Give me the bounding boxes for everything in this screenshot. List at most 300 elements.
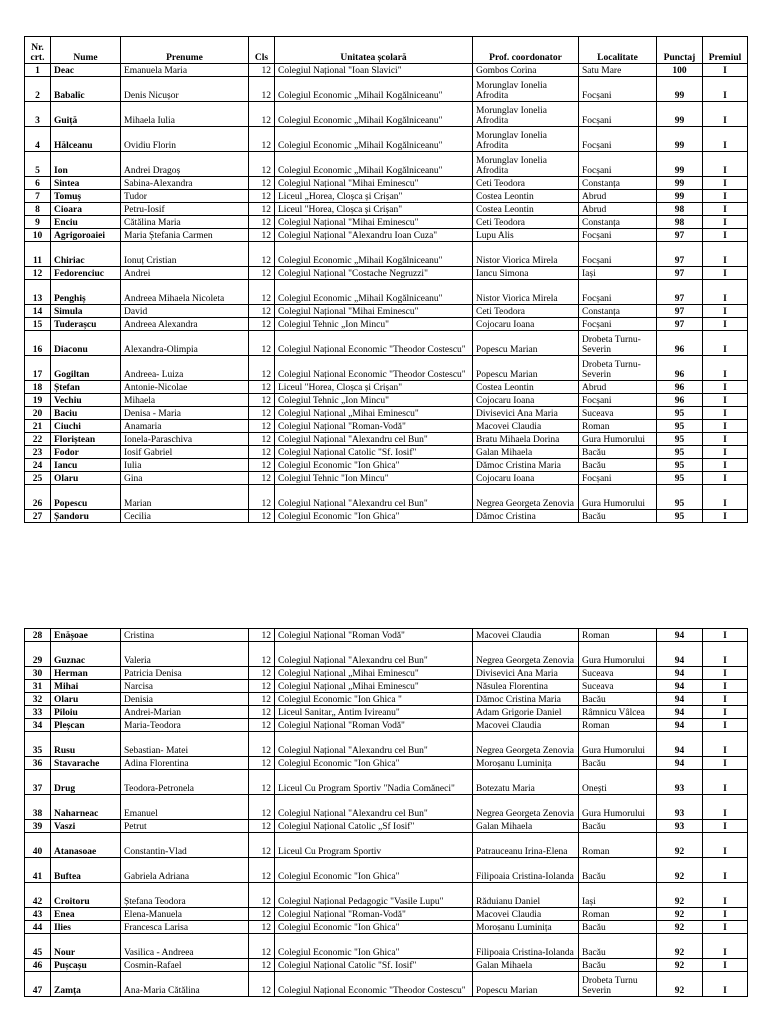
- cell-nume: Ștefan: [51, 381, 121, 394]
- cell-premiul: I: [703, 381, 748, 394]
- cell-punctaj: 95: [657, 510, 703, 523]
- table-row: [25, 203, 748, 216]
- cell-localitate: Roman: [579, 420, 657, 433]
- cell-cls: 12: [249, 472, 275, 485]
- cell-premiul: I: [703, 280, 748, 305]
- cell-punctaj: 97: [657, 267, 703, 280]
- cell-localitate: Bacău: [579, 959, 657, 972]
- header-cls: Cls: [249, 37, 275, 64]
- cell-premiul: I: [703, 934, 748, 959]
- cell-nr: 43: [25, 908, 51, 921]
- cell-prof: Galan Mihaela: [473, 820, 579, 833]
- cell-punctaj: 99: [657, 152, 703, 177]
- cell-prof: Negrea Georgeta Zenovia: [473, 795, 579, 820]
- cell-prof: Popescu Marian: [473, 972, 579, 997]
- table-row: [25, 921, 748, 934]
- cell-nr: 38: [25, 795, 51, 820]
- cell-premiul: I: [703, 732, 748, 757]
- table-row: [25, 407, 748, 420]
- cell-nr: 17: [25, 356, 51, 381]
- cell-cls: 12: [249, 242, 275, 267]
- cell-prenume: Constantin-Vlad: [121, 833, 249, 858]
- cell-nr: 24: [25, 459, 51, 472]
- cell-nume: Vaszi: [51, 820, 121, 833]
- table-row: [25, 629, 748, 642]
- cell-prenume: Gina: [121, 472, 249, 485]
- cell-punctaj: 94: [657, 757, 703, 770]
- cell-cls: 12: [249, 331, 275, 356]
- table-row: [25, 305, 748, 318]
- cell-premiul: I: [703, 190, 748, 203]
- cell-prof: Filipoaia Cristina-Iolanda: [473, 858, 579, 883]
- table-row: [25, 908, 748, 921]
- cell-punctaj: 99: [657, 177, 703, 190]
- cell-unitatea: Colegiul Economic "Ion Ghica": [275, 757, 473, 770]
- cell-cls: 12: [249, 229, 275, 242]
- cell-localitate: Gura Humorului: [579, 642, 657, 667]
- cell-prenume: Andreea- Luiza: [121, 356, 249, 381]
- cell-prof: Cojocaru Ioana: [473, 394, 579, 407]
- cell-unitatea: Liceul Sanitar„ Antim Ivireanu": [275, 706, 473, 719]
- table-row: [25, 127, 748, 152]
- cell-localitate: Roman: [579, 833, 657, 858]
- cell-nume: Baciu: [51, 407, 121, 420]
- cell-unitatea: Colegiul Național Economic "Theodor Costescu": [275, 331, 473, 356]
- cell-nume: Floriștean: [51, 433, 121, 446]
- cell-nr: 32: [25, 693, 51, 706]
- cell-nr: 44: [25, 921, 51, 934]
- cell-prof: Ceti Teodora: [473, 216, 579, 229]
- cell-cls: 12: [249, 203, 275, 216]
- cell-unitatea: Colegiul Național Catolic „Sf Iosif": [275, 820, 473, 833]
- cell-punctaj: 95: [657, 433, 703, 446]
- cell-prof: Năsulea Florentina: [473, 680, 579, 693]
- cell-punctaj: 99: [657, 127, 703, 152]
- cell-localitate: Onești: [579, 770, 657, 795]
- cell-prof: Dămoc Cristina Maria: [473, 693, 579, 706]
- cell-cls: 12: [249, 216, 275, 229]
- cell-prof: Cojocaru Ioana: [473, 318, 579, 331]
- cell-premiul: I: [703, 177, 748, 190]
- cell-prof: Dămoc Cristina: [473, 510, 579, 523]
- cell-nume: Diaconu: [51, 331, 121, 356]
- cell-prof: Nistor Viorica Mirela: [473, 242, 579, 267]
- cell-unitatea: Colegiul Național Economic "Theodor Costescu": [275, 972, 473, 997]
- cell-premiul: I: [703, 629, 748, 642]
- cell-prof: Botezatu Maria: [473, 770, 579, 795]
- cell-cls: 12: [249, 510, 275, 523]
- cell-prof: Negrea Georgeta Zenovia: [473, 732, 579, 757]
- cell-localitate: Drobeta Turnu-Severin: [579, 331, 657, 356]
- cell-localitate: Abrud: [579, 190, 657, 203]
- cell-prenume: Mihaela: [121, 394, 249, 407]
- cell-prenume: Antonie-Nicolae: [121, 381, 249, 394]
- cell-nr: 18: [25, 381, 51, 394]
- table-row: [25, 280, 748, 305]
- cell-nr: 13: [25, 280, 51, 305]
- cell-punctaj: 92: [657, 972, 703, 997]
- table-row: [25, 485, 748, 510]
- cell-prenume: Cosmin-Rafael: [121, 959, 249, 972]
- cell-punctaj: 92: [657, 959, 703, 972]
- cell-localitate: Bacău: [579, 921, 657, 934]
- cell-nume: Hălceanu: [51, 127, 121, 152]
- cell-punctaj: 94: [657, 680, 703, 693]
- cell-nume: Agrigoroaiei: [51, 229, 121, 242]
- cell-unitatea: Colegiul Tehnic "Ion Mincu": [275, 472, 473, 485]
- cell-unitatea: Liceul Cu Program Sportiv "Nadia Comăneci": [275, 770, 473, 795]
- cell-premiul: I: [703, 216, 748, 229]
- cell-prof: Nistor Viorica Mirela: [473, 280, 579, 305]
- table-row: [25, 77, 748, 102]
- cell-prenume: Vasilica - Andreea: [121, 934, 249, 959]
- cell-punctaj: 99: [657, 190, 703, 203]
- cell-cls: 12: [249, 407, 275, 420]
- cell-unitatea: Liceul "Horea, Cloșca și Crișan": [275, 381, 473, 394]
- cell-nume: Atanasoae: [51, 833, 121, 858]
- table-row: [25, 757, 748, 770]
- cell-prenume: Emanuela Maria: [121, 64, 249, 77]
- cell-cls: 12: [249, 757, 275, 770]
- cell-nr: 19: [25, 394, 51, 407]
- cell-unitatea: Colegiul Național „Mihai Eminescu": [275, 667, 473, 680]
- cell-prof: Patrauceanu Irina-Elena: [473, 833, 579, 858]
- cell-punctaj: 95: [657, 459, 703, 472]
- cell-premiul: I: [703, 305, 748, 318]
- cell-cls: 12: [249, 921, 275, 934]
- cell-punctaj: 94: [657, 693, 703, 706]
- cell-punctaj: 98: [657, 203, 703, 216]
- cell-nume: Piloiu: [51, 706, 121, 719]
- cell-prof: Iancu Simona: [473, 267, 579, 280]
- cell-prof: Gombos Corina: [473, 64, 579, 77]
- cell-unitatea: Colegiul Național "Roman-Vodă": [275, 908, 473, 921]
- cell-nr: 1: [25, 64, 51, 77]
- cell-prenume: Gabriela Adriana: [121, 858, 249, 883]
- cell-punctaj: 93: [657, 820, 703, 833]
- cell-nr: 29: [25, 642, 51, 667]
- cell-prof: Lupu Alis: [473, 229, 579, 242]
- cell-localitate: Bacău: [579, 510, 657, 523]
- cell-punctaj: 96: [657, 381, 703, 394]
- table-row: [25, 833, 748, 858]
- cell-nr: 14: [25, 305, 51, 318]
- cell-nr: 36: [25, 757, 51, 770]
- cell-nr: 40: [25, 833, 51, 858]
- cell-prof: Galan Mihaela: [473, 446, 579, 459]
- cell-premiul: I: [703, 331, 748, 356]
- cell-nr: 11: [25, 242, 51, 267]
- table-row: [25, 446, 748, 459]
- cell-premiul: I: [703, 908, 748, 921]
- table-row: [25, 883, 748, 908]
- cell-prof: Popescu Marian: [473, 331, 579, 356]
- cell-prof: Filipoaia Cristina-Iolanda: [473, 934, 579, 959]
- table-row: [25, 433, 748, 446]
- cell-unitatea: Colegiul Economic „Mihail Kogălniceanu": [275, 102, 473, 127]
- cell-localitate: Bacău: [579, 820, 657, 833]
- cell-punctaj: 92: [657, 858, 703, 883]
- cell-unitatea: Liceul "Horea, Cloșca și Crișan": [275, 203, 473, 216]
- table-row: [25, 934, 748, 959]
- table-row: [25, 959, 748, 972]
- cell-localitate: Focșani: [579, 394, 657, 407]
- cell-prenume: Elena-Manuela: [121, 908, 249, 921]
- cell-unitatea: Liceul Cu Program Sportiv: [275, 833, 473, 858]
- table-row: [25, 693, 748, 706]
- cell-cls: 12: [249, 77, 275, 102]
- cell-unitatea: Colegiul Economic „Mihail Kogălniceanu": [275, 242, 473, 267]
- cell-punctaj: 95: [657, 446, 703, 459]
- cell-localitate: Focșani: [579, 242, 657, 267]
- cell-nume: Chiriac: [51, 242, 121, 267]
- cell-localitate: Roman: [579, 719, 657, 732]
- cell-prenume: Marian: [121, 485, 249, 510]
- cell-prof: Divisevici Ana Maria: [473, 407, 579, 420]
- cell-nr: 2: [25, 77, 51, 102]
- cell-nume: Pleșcan: [51, 719, 121, 732]
- cell-unitatea: Colegiul Național "Alexandru cel Bun": [275, 732, 473, 757]
- cell-unitatea: Colegiul Economic „Mihail Kogălniceanu": [275, 280, 473, 305]
- cell-nr: 41: [25, 858, 51, 883]
- cell-premiul: I: [703, 64, 748, 77]
- cell-nr: 27: [25, 510, 51, 523]
- cell-unitatea: Colegiul Tehnic „Ion Mincu": [275, 318, 473, 331]
- cell-unitatea: Colegiul Național „Mihai Eminescu": [275, 680, 473, 693]
- cell-prenume: David: [121, 305, 249, 318]
- cell-cls: 12: [249, 719, 275, 732]
- table-row: [25, 190, 748, 203]
- cell-premiul: I: [703, 356, 748, 381]
- cell-nr: 35: [25, 732, 51, 757]
- cell-nume: Nour: [51, 934, 121, 959]
- cell-prenume: Emanuel: [121, 795, 249, 820]
- cell-unitatea: Colegiul Național "Alexandru cel Bun": [275, 433, 473, 446]
- cell-punctaj: 94: [657, 706, 703, 719]
- cell-premiul: I: [703, 510, 748, 523]
- cell-nume: Buftea: [51, 858, 121, 883]
- header-nume: Nume: [51, 37, 121, 64]
- header-nr: Nr. crt.: [25, 37, 51, 64]
- cell-cls: 12: [249, 642, 275, 667]
- table-row: [25, 972, 748, 997]
- cell-nume: Herman: [51, 667, 121, 680]
- cell-prenume: Ovidiu Florin: [121, 127, 249, 152]
- cell-punctaj: 94: [657, 719, 703, 732]
- cell-nume: Babalîc: [51, 77, 121, 102]
- cell-premiul: I: [703, 267, 748, 280]
- cell-nr: 37: [25, 770, 51, 795]
- cell-localitate: Iași: [579, 267, 657, 280]
- cell-localitate: Focșani: [579, 318, 657, 331]
- cell-unitatea: Colegiul Național "Roman Vodă": [275, 719, 473, 732]
- cell-unitatea: Colegiul Național "Ioan Slavici": [275, 64, 473, 77]
- table-row: [25, 858, 748, 883]
- cell-cls: 12: [249, 356, 275, 381]
- cell-prenume: Sebastian- Matei: [121, 732, 249, 757]
- results-table-2: [24, 628, 748, 997]
- cell-localitate: Bacău: [579, 446, 657, 459]
- cell-localitate: Bacău: [579, 757, 657, 770]
- cell-localitate: Bacău: [579, 693, 657, 706]
- cell-unitatea: Colegiul Național "Alexandru cel Bun": [275, 795, 473, 820]
- cell-nume: Tomuș: [51, 190, 121, 203]
- cell-punctaj: 97: [657, 280, 703, 305]
- cell-nume: Penghiș: [51, 280, 121, 305]
- cell-localitate: Suceava: [579, 667, 657, 680]
- cell-localitate: Constanța: [579, 177, 657, 190]
- cell-premiul: I: [703, 972, 748, 997]
- cell-nume: Enciu: [51, 216, 121, 229]
- cell-prenume: Tudor: [121, 190, 249, 203]
- cell-nume: Șandoru: [51, 510, 121, 523]
- cell-cls: 12: [249, 629, 275, 642]
- cell-prenume: Maria-Teodora: [121, 719, 249, 732]
- cell-punctaj: 95: [657, 485, 703, 510]
- cell-nr: 33: [25, 706, 51, 719]
- cell-cls: 12: [249, 770, 275, 795]
- cell-nume: Ion: [51, 152, 121, 177]
- cell-prenume: Cristina: [121, 629, 249, 642]
- cell-punctaj: 98: [657, 216, 703, 229]
- cell-punctaj: 92: [657, 934, 703, 959]
- cell-nume: Naharneac: [51, 795, 121, 820]
- table-row: [25, 331, 748, 356]
- cell-prenume: Ștefana Teodora: [121, 883, 249, 908]
- cell-nume: Olaru: [51, 472, 121, 485]
- cell-nr: 20: [25, 407, 51, 420]
- cell-punctaj: 93: [657, 795, 703, 820]
- cell-unitatea: Liceul „Horea, Cloșca și Crișan": [275, 190, 473, 203]
- cell-localitate: Constanța: [579, 216, 657, 229]
- cell-localitate: Focșani: [579, 152, 657, 177]
- cell-unitatea: Colegiul Național "Mihai Eminescu": [275, 177, 473, 190]
- cell-prenume: Petrut: [121, 820, 249, 833]
- cell-cls: 12: [249, 680, 275, 693]
- cell-prof: Morunglav Ionelia Afrodita: [473, 127, 579, 152]
- cell-nr: 39: [25, 820, 51, 833]
- cell-unitatea: Colegiul Economic „Mihail Kogălniceanu": [275, 77, 473, 102]
- table-row: [25, 420, 748, 433]
- cell-cls: 12: [249, 795, 275, 820]
- cell-prenume: Narcisa: [121, 680, 249, 693]
- cell-nume: Iancu: [51, 459, 121, 472]
- cell-prof: Costea Leontin: [473, 203, 579, 216]
- cell-localitate: Focșani: [579, 280, 657, 305]
- cell-cls: 12: [249, 420, 275, 433]
- cell-cls: 12: [249, 833, 275, 858]
- table-row: [25, 242, 748, 267]
- cell-cls: 12: [249, 732, 275, 757]
- cell-nr: 12: [25, 267, 51, 280]
- table-row: [25, 642, 748, 667]
- cell-nume: Pușcașu: [51, 959, 121, 972]
- cell-prenume: Alexandra-Olimpia: [121, 331, 249, 356]
- cell-nume: Popescu: [51, 485, 121, 510]
- header-premiul: Premiul: [703, 37, 748, 64]
- cell-cls: 12: [249, 177, 275, 190]
- cell-prenume: Andrei Dragoș: [121, 152, 249, 177]
- cell-prenume: Adina Florentina: [121, 757, 249, 770]
- cell-premiul: I: [703, 420, 748, 433]
- cell-punctaj: 95: [657, 407, 703, 420]
- cell-prenume: Teodora-Petronela: [121, 770, 249, 795]
- cell-prof: Bratu Mihaela Dorina: [473, 433, 579, 446]
- cell-premiul: I: [703, 820, 748, 833]
- cell-punctaj: 97: [657, 229, 703, 242]
- cell-premiul: I: [703, 152, 748, 177]
- cell-cls: 12: [249, 433, 275, 446]
- cell-prof: Costea Leontin: [473, 190, 579, 203]
- cell-nr: 47: [25, 972, 51, 997]
- cell-nr: 15: [25, 318, 51, 331]
- cell-unitatea: Colegiul Național "Alexandru Ioan Cuza": [275, 229, 473, 242]
- table-row: [25, 795, 748, 820]
- cell-prof: Adam Grigorie Daniel: [473, 706, 579, 719]
- cell-punctaj: 97: [657, 305, 703, 318]
- cell-cls: 12: [249, 959, 275, 972]
- cell-prenume: Anamaria: [121, 420, 249, 433]
- cell-punctaj: 99: [657, 102, 703, 127]
- cell-prof: Morunglav Ionelia Afrodita: [473, 102, 579, 127]
- cell-unitatea: Colegiul Național "Mihai Eminescu": [275, 305, 473, 318]
- cell-nr: 26: [25, 485, 51, 510]
- header-unitatea: Unitatea școlară: [275, 37, 473, 64]
- table-row: [25, 64, 748, 77]
- cell-premiul: I: [703, 242, 748, 267]
- table-row: [25, 356, 748, 381]
- cell-prof: Costea Leontin: [473, 381, 579, 394]
- cell-punctaj: 92: [657, 908, 703, 921]
- cell-unitatea: Colegiul Național Pedagogic "Vasile Lupu": [275, 883, 473, 908]
- cell-unitatea: Colegiul Economic "Ion Ghica": [275, 858, 473, 883]
- results-body-1: [25, 64, 748, 523]
- header-profesor: Prof. coordonator: [473, 37, 579, 64]
- cell-nr: 46: [25, 959, 51, 972]
- cell-premiul: I: [703, 485, 748, 510]
- cell-cls: 12: [249, 883, 275, 908]
- cell-punctaj: 94: [657, 642, 703, 667]
- cell-unitatea: Colegiul Național Catolic "Sf. Iosif": [275, 959, 473, 972]
- cell-prenume: Valeria: [121, 642, 249, 667]
- cell-nr: 21: [25, 420, 51, 433]
- cell-localitate: Constanța: [579, 305, 657, 318]
- cell-localitate: Focșani: [579, 77, 657, 102]
- cell-nr: 23: [25, 446, 51, 459]
- cell-nume: Guznac: [51, 642, 121, 667]
- cell-localitate: Focșani: [579, 127, 657, 152]
- cell-nr: 16: [25, 331, 51, 356]
- cell-localitate: Gura Humorului: [579, 433, 657, 446]
- cell-nr: 45: [25, 934, 51, 959]
- cell-punctaj: 96: [657, 356, 703, 381]
- cell-prenume: Ana-Maria Cătălina: [121, 972, 249, 997]
- table-row: [25, 770, 748, 795]
- cell-unitatea: Colegiul Economic „Mihail Kogălniceanu": [275, 152, 473, 177]
- cell-punctaj: 96: [657, 331, 703, 356]
- cell-premiul: I: [703, 472, 748, 485]
- cell-cls: 12: [249, 667, 275, 680]
- cell-premiul: I: [703, 77, 748, 102]
- cell-premiul: I: [703, 719, 748, 732]
- cell-nr: 34: [25, 719, 51, 732]
- cell-punctaj: 94: [657, 732, 703, 757]
- table-row: [25, 820, 748, 833]
- cell-prof: Divisevici Ana Maria: [473, 667, 579, 680]
- cell-prof: Macovei Claudia: [473, 719, 579, 732]
- cell-unitatea: Colegiul Național Economic "Theodor Costescu": [275, 356, 473, 381]
- cell-localitate: Abrud: [579, 381, 657, 394]
